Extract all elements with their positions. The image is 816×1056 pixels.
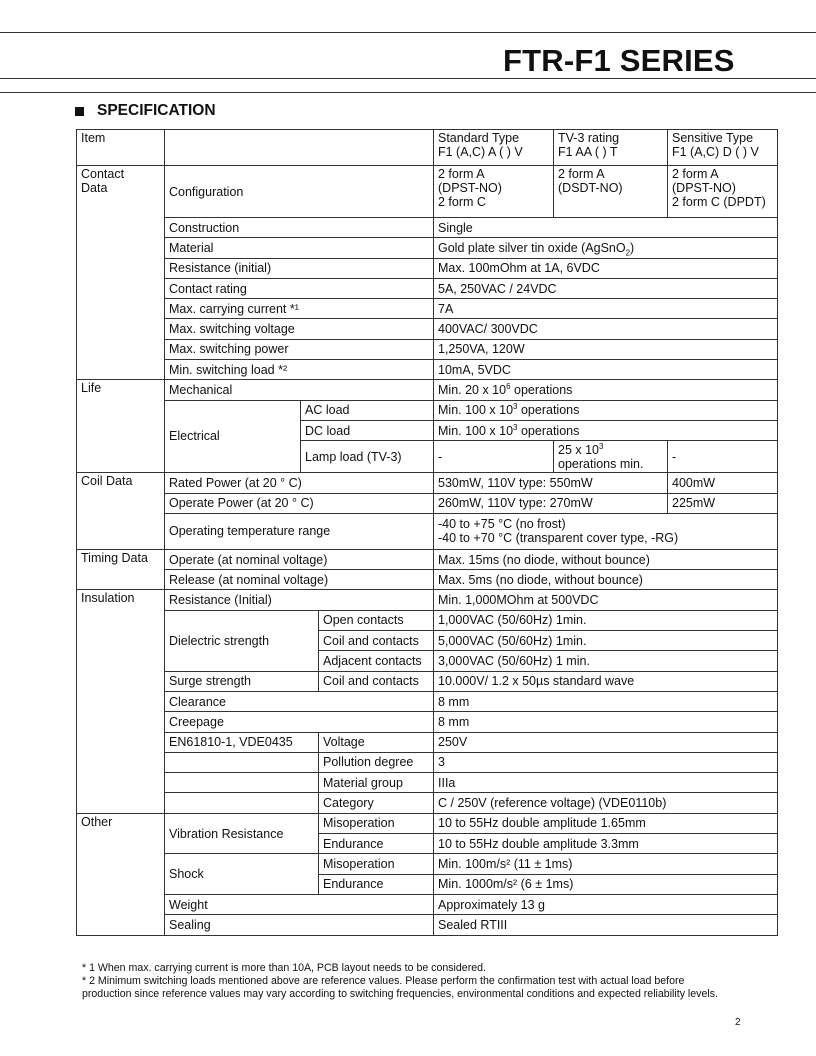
row-value: C / 250V (reference voltage) (VDE0110b) [434,793,778,813]
row-value: 7A [434,299,778,319]
title-rule [0,78,816,79]
row-label: Resistance (Initial) [165,590,434,610]
row-label: Contact rating [165,278,434,298]
footnote-1: * 1 When max. carrying current is more than 10A, PCB layout needs to be considered. [82,962,486,974]
row-value: 3 [434,752,778,772]
group-life: Life [77,380,165,473]
table-row [77,549,778,569]
table-row [77,339,778,359]
row-value: 3,000VAC (50/60Hz) 1 min. [434,651,778,671]
table-row [77,258,778,278]
row-label: Material [165,238,434,258]
table-row [77,712,778,732]
row-value: Max. 15ms (no diode, without bounce) [434,549,778,569]
row-label: Operate (at nominal voltage) [165,549,434,569]
row-value: Sealed RTIII [434,915,778,935]
page-number: 2 [735,1017,741,1028]
footnotes [82,962,722,1001]
group-contact-data: Contact Data [77,166,165,380]
row-label: Max. carrying current *¹ [165,299,434,319]
row-label: Rated Power (at 20 ° C) [165,473,434,493]
row-value-sensitive: 400mW [668,473,778,493]
row-value: Gold plate silver tin oxide (AgSnO$_2$) [434,238,778,258]
row-label: Max. switching voltage [165,319,434,339]
row-value: 1,250VA, 120W [434,339,778,359]
row-value: 10 to 55Hz double amplitude 1.65mm [434,813,778,833]
table-row [77,671,778,691]
row-label: Shock [165,854,319,895]
cfg-standard: 2 form A (DPST-NO) 2 form C [434,166,554,218]
row-label: Operate Power (at 20 ° C) [165,493,434,513]
table-header-row [77,130,778,166]
row-label: Electrical [165,400,301,473]
row-label-blank [165,793,319,813]
table-row [77,854,778,874]
row-label: Surge strength [165,671,319,691]
row-label: Release (at nominal voltage) [165,570,434,590]
row-value: 1,000VAC (50/60Hz) 1min. [434,610,778,630]
row-value: Min. 1000m/s² (6 ± 1ms) [434,874,778,894]
row-sublabel: Misoperation [319,854,434,874]
row-sublabel: Material group [319,773,434,793]
table-row [77,915,778,935]
specification-table [76,129,778,936]
row-label: Operating temperature range [165,513,434,549]
row-sublabel: Adjacent contacts [319,651,434,671]
row-value: Min. 100m/s² (11 ± 1ms) [434,854,778,874]
row-sublabel: Endurance [319,874,434,894]
row-value: IIIa [434,773,778,793]
header-item: Item [77,130,165,166]
table-row [77,752,778,772]
section-title: SPECIFICATION [97,102,216,119]
row-value: 10.000V/ 1.2 x 50µs standard wave [434,671,778,691]
row-value-sensitive: 225mW [668,493,778,513]
row-value: 260mW, 110V type: 270mW [434,493,668,513]
row-sublabel: Pollution degree [319,752,434,772]
row-sublabel: AC load [301,400,434,420]
row-value: Single [434,218,778,238]
row-value: 530mW, 110V type: 550mW [434,473,668,493]
row-sublabel: Endurance [319,834,434,854]
row-label: Min. switching load *² [165,360,434,380]
header-blank [165,130,434,166]
row-label: Vibration Resistance [165,813,319,854]
table-row [77,513,778,549]
row-value: Min. 1,000MOhm at 500VDC [434,590,778,610]
row-label: Construction [165,218,434,238]
row-label: Clearance [165,691,434,711]
row-sublabel: Coil and contacts [319,631,434,651]
row-value: 8 mm [434,691,778,711]
header-sensitive-type: Sensitive Type F1 (A,C) D ( ) V [668,130,778,166]
row-value: Approximately 13 g [434,894,778,914]
table-row [77,299,778,319]
row-value: 10mA, 5VDC [434,360,778,380]
bullet-square-icon [75,107,84,116]
footnote-2: * 2 Minimum switching loads mentioned above are reference values. Please perform the confirmation test with actual load before production since reference values may vary according to switching frequencies, environmental conditions and expected reliability levels. [82,975,718,1000]
table-row [77,813,778,833]
row-label: Resistance (initial) [165,258,434,278]
row-label: Dielectric strength [165,610,319,671]
table-row [77,360,778,380]
row-sublabel: Coil and contacts [319,671,434,691]
row-label-blank [165,773,319,793]
row-sublabel: Voltage [319,732,434,752]
table-row [77,400,778,420]
row-label: Configuration [165,166,434,218]
table-row [77,793,778,813]
top-rule [0,32,816,33]
row-label-blank [165,752,319,772]
page-title: FTR-F1 SERIES [503,43,735,78]
row-value: Min. 20 x $10^6$ operations [434,380,778,400]
table-row [77,319,778,339]
table-row [77,570,778,590]
row-label: Creepage [165,712,434,732]
row-label: Mechanical [165,380,434,400]
cfg-tv3: 2 form A (DSDT-NO) [554,166,668,218]
table-row [77,218,778,238]
table-row [77,166,778,218]
table-row [77,473,778,493]
table-row [77,238,778,258]
group-other: Other [77,813,165,935]
row-value: 8 mm [434,712,778,732]
table-row [77,610,778,630]
lamp-sensitive: - [668,441,778,473]
row-value: Min. 100 x $10^3$ operations [434,400,778,420]
group-coil-data: Coil Data [77,473,165,550]
table-row [77,380,778,400]
row-sublabel: Lamp load (TV-3) [301,441,434,473]
group-timing-data: Timing Data [77,549,165,590]
table-row [77,732,778,752]
row-value: Max. 5ms (no diode, without bounce) [434,570,778,590]
table-row [77,278,778,298]
table-row [77,493,778,513]
row-sublabel: DC load [301,420,434,440]
table-row [77,773,778,793]
row-label: Sealing [165,915,434,935]
row-value: 5,000VAC (50/60Hz) 1min. [434,631,778,651]
row-value: Min. 100 x $10^3$ operations [434,420,778,440]
row-value: 5A, 250VAC / 24VDC [434,278,778,298]
cfg-sensitive: 2 form A (DPST-NO) 2 form C (DPDT) [668,166,778,218]
row-sublabel: Category [319,793,434,813]
row-label: Max. switching power [165,339,434,359]
row-sublabel: Open contacts [319,610,434,630]
header-tv3-rating: TV-3 rating F1 AA ( ) T [554,130,668,166]
table-row [77,590,778,610]
row-value: 400VAC/ 300VDC [434,319,778,339]
lamp-tv3: 25 x $10^3$ operations min. [554,441,668,473]
lamp-standard: - [434,441,554,473]
table-row [77,894,778,914]
row-value: Max. 100mOhm at 1A, 6VDC [434,258,778,278]
row-sublabel: Misoperation [319,813,434,833]
group-insulation: Insulation [77,590,165,813]
row-label: Weight [165,894,434,914]
row-value: -40 to +75 °C (no frost) -40 to +70 °C (transparent cover type, -RG) [434,513,778,549]
header-standard-type: Standard Type F1 (A,C) A ( ) V [434,130,554,166]
table-row [77,691,778,711]
row-label: EN61810-1, VDE0435 [165,732,319,752]
section-heading [75,102,216,120]
row-value: 10 to 55Hz double amplitude 3.3mm [434,834,778,854]
header-bottom-rule [0,92,816,93]
row-value: 250V [434,732,778,752]
